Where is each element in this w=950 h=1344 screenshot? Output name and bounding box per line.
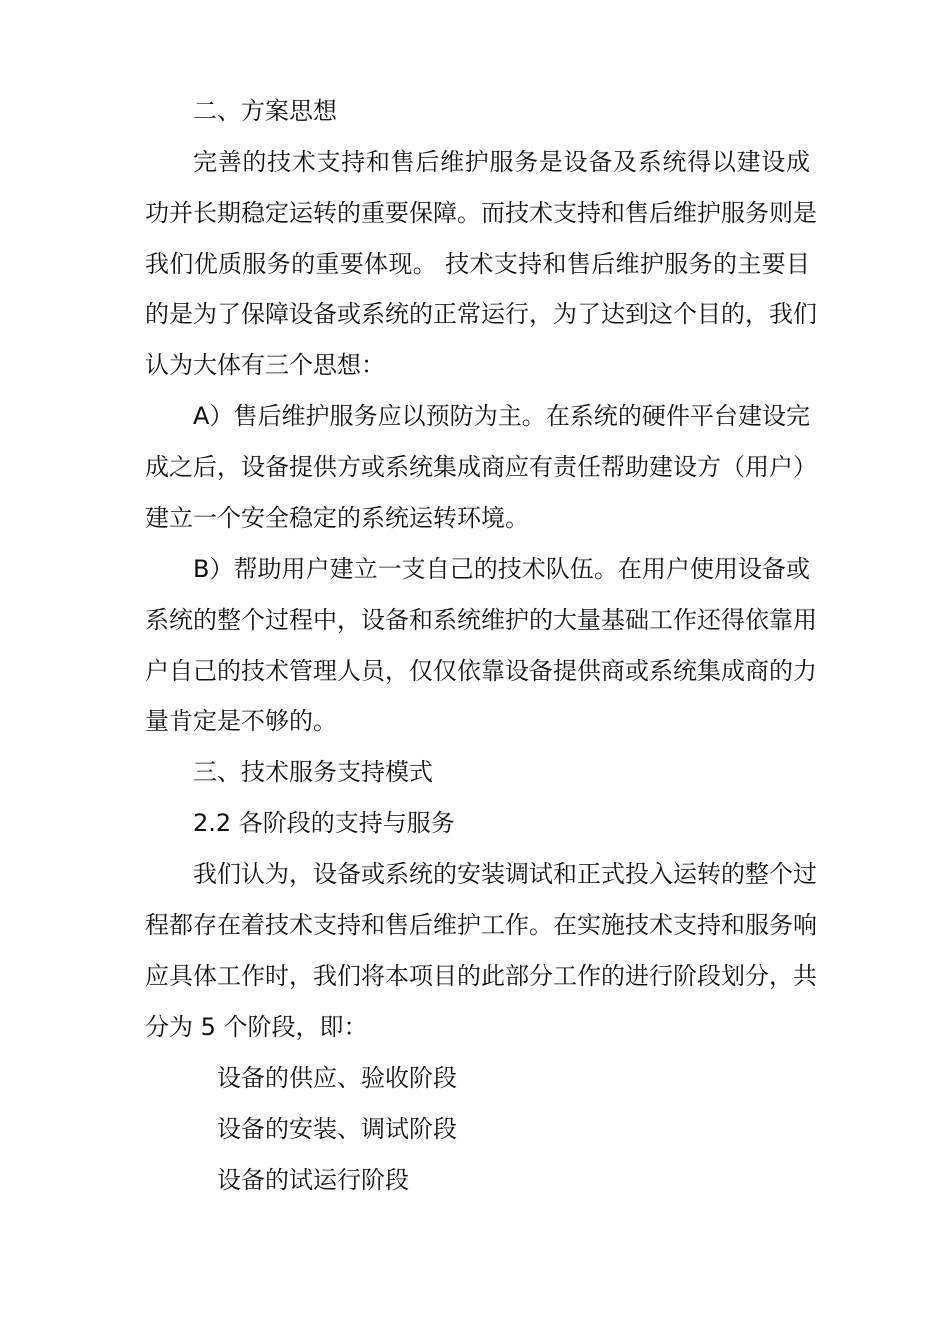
paragraph-line: 我们认为，设备或系统的安装调试和正式投入运转的整个过 <box>193 860 817 888</box>
paragraph-line: 认为大体有三个思想： <box>145 351 385 379</box>
point-b-line: 系统的整个过程中，设备和系统维护的大量基础工作还得依靠用 <box>145 606 817 634</box>
section-heading-mode: 三、技术服务支持模式 <box>193 758 433 786</box>
paragraph-line: 程都存在着技术支持和售后维护工作。在实施技术支持和服务响 <box>145 911 817 939</box>
section-heading-scheme: 二、方案思想 <box>193 97 337 125</box>
point-a-line: A）售后维护服务应以预防为主。在系统的硬件平台建设完 <box>193 402 810 430</box>
paragraph-line: 完善的技术支持和售后维护服务是设备及系统得以建设成 <box>193 148 810 176</box>
stage-list-item: 设备的试运行阶段 <box>217 1166 409 1194</box>
paragraph-line: 功并长期稳定运转的重要保障。而技术支持和售后维护服务则是 <box>145 199 817 227</box>
point-b-line: B）帮助用户建立一支自己的技术队伍。在用户使用设备或 <box>193 555 810 583</box>
paragraph-line: 分为 5 个阶段，即： <box>145 1013 368 1041</box>
paragraph-line: 我们优质服务的重要体现。 技术支持和售后维护服务的主要目 <box>145 250 810 278</box>
point-b-line: 户自己的技术管理人员，仅仅依靠设备提供商或系统集成商的力 <box>145 657 817 685</box>
paragraph-line: 的是为了保障设备或系统的正常运行，为了达到这个目的，我们 <box>145 300 817 328</box>
stage-list-item: 设备的供应、验收阶段 <box>217 1064 457 1092</box>
stage-list-item: 设备的安装、调试阶段 <box>217 1115 457 1143</box>
point-b-line: 量肯定是不够的。 <box>145 707 337 735</box>
point-a-line: 建立一个安全稳定的系统运转环境。 <box>145 504 529 532</box>
paragraph-line: 应具体工作时，我们将本项目的此部分工作的进行阶段划分，共 <box>145 962 817 990</box>
subsection-heading-stages: 2.2 各阶段的支持与服务 <box>193 809 455 837</box>
point-a-line: 成之后，设备提供方或系统集成商应有责任帮助建设方（用户） <box>145 453 817 481</box>
